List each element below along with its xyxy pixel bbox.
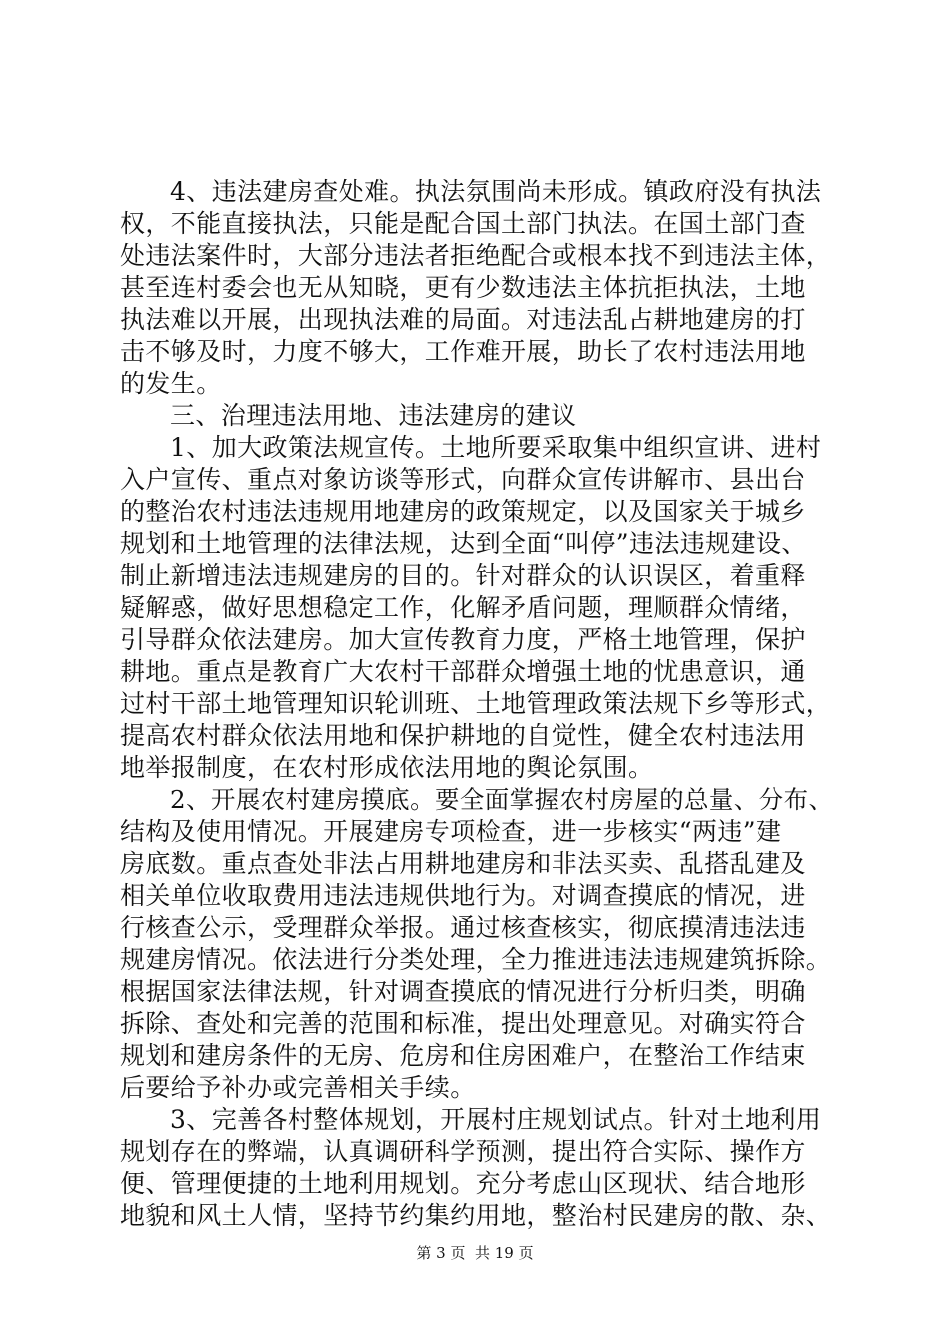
text-line: 2、开展农村建房摸底。要全面掌握农村房屋的总量、分布、	[170, 785, 834, 814]
text-line: 规划存在的弊端，认真调研科学预测，提出符合实际、操作方	[120, 1137, 806, 1166]
text-line: 规划和土地管理的法律法规，达到全面“叫停”违法违规建设、	[120, 529, 807, 558]
text-line: 根据国家法律法规，针对调查摸底的情况进行分析归类，明确	[120, 977, 806, 1006]
text-line: 击不够及时，力度不够大，工作难开展，助长了农村违法用地	[120, 337, 806, 366]
text-line: 规划和建房条件的无房、危房和住房困难户，在整治工作结束	[120, 1041, 806, 1070]
text-line: 拆除、查处和完善的范围和标准，提出处理意见。对确实符合	[120, 1009, 806, 1038]
text-line: 处违法案件时，大部分违法者拒绝配合或根本找不到违法主体，	[120, 241, 832, 270]
text-line: 4、违法建房查处难。执法氛围尚未形成。镇政府没有执法	[170, 177, 822, 206]
text-line: 3、完善各村整体规划，开展村庄规划试点。针对土地利用	[170, 1105, 822, 1134]
text-line: 引导群众依法建房。加大宣传教育力度，严格土地管理，保护	[120, 625, 806, 654]
text-line: 便、管理便捷的土地利用规划。充分考虑山区现状、结合地形	[120, 1169, 806, 1198]
page-number-label: 第 3 页 共 19 页	[416, 1244, 534, 1262]
text-line: 房底数。重点查处非法占用耕地建房和非法买卖、乱搭乱建及	[120, 849, 806, 878]
text-line: 结构及使用情况。开展建房专项检查，进一步核实“两违”建	[120, 817, 782, 846]
text-line: 三、治理违法用地、违法建房的建议	[170, 401, 577, 430]
text-line: 甚至连村委会也无从知晓，更有少数违法主体抗拒执法，土地	[120, 273, 806, 302]
text-line: 行核查公示，受理群众举报。通过核查核实，彻底摸清违法违	[120, 913, 806, 942]
text-line: 疑解惑，做好思想稳定工作，化解矛盾问题，理顺群众情绪，	[120, 593, 806, 622]
text-line: 入户宣传、重点对象访谈等形式，向群众宣传讲解市、县出台	[120, 465, 806, 494]
text-line: 后要给予补办或完善相关手续。	[120, 1073, 476, 1102]
text-line: 耕地。重点是教育广大农村干部群众增强土地的忧患意识，通	[120, 657, 806, 686]
text-line: 制止新增违法违规建房的目的。针对群众的认识误区，着重释	[120, 561, 806, 590]
text-line: 的整治农村违法违规用地建房的政策规定，以及国家关于城乡	[120, 497, 806, 526]
text-line: 规建房情况。依法进行分类处理，全力推进违法违规建筑拆除。	[120, 945, 832, 974]
text-line: 1、加大政策法规宣传。土地所要采取集中组织宣讲、进村	[170, 433, 822, 462]
text-line: 的发生。	[120, 369, 222, 398]
text-line: 地举报制度，在农村形成依法用地的舆论氛围。	[120, 753, 654, 782]
document-body	[120, 176, 842, 1232]
text-line: 相关单位收取费用违法违规供地行为。对调查摸底的情况，进	[120, 881, 806, 910]
text-line: 地貌和风土人情，坚持节约集约用地，整治村民建房的散、杂、	[120, 1201, 832, 1230]
page-footer	[0, 1243, 950, 1263]
text-line: 执法难以开展，出现执法难的局面。对违法乱占耕地建房的打	[120, 305, 806, 334]
text-line: 提高农村群众依法用地和保护耕地的自觉性，健全农村违法用	[120, 721, 806, 750]
text-line: 权，不能直接执法，只能是配合国土部门执法。在国土部门查	[120, 209, 806, 238]
text-line: 过村干部土地管理知识轮训班、土地管理政策法规下乡等形式，	[120, 689, 832, 718]
